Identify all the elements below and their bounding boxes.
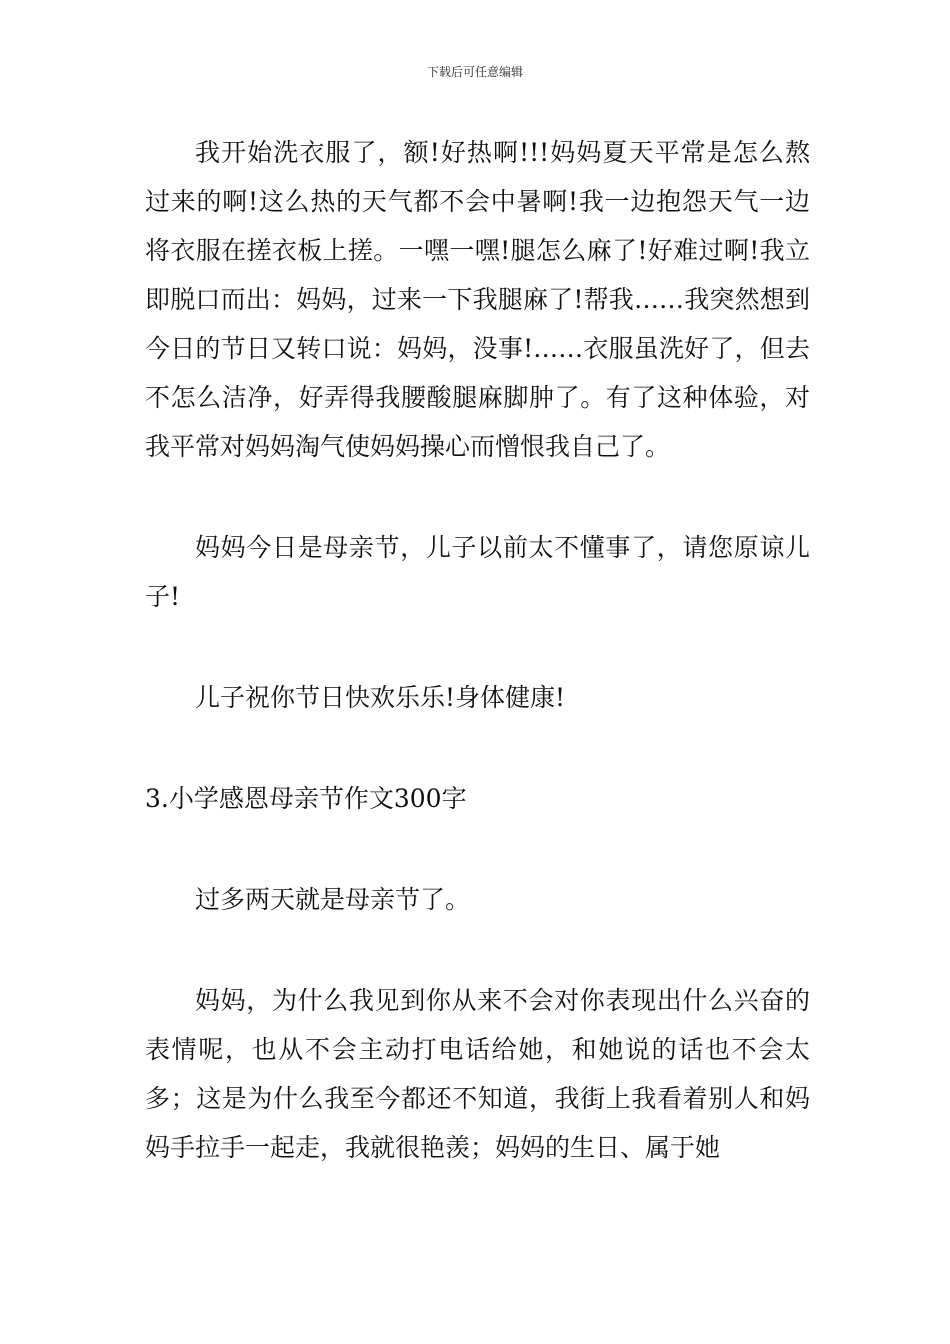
paragraph-wishes: 儿子祝你节日快欢乐乐!身体健康! [195, 683, 566, 712]
paragraph-gap [145, 621, 810, 673]
paragraph-gap [145, 722, 810, 774]
paragraph-gap [145, 823, 810, 875]
paragraph-apology: 妈妈今日是母亲节，儿子以前太不懂事了，请您原谅儿子! [145, 533, 810, 611]
document-body [145, 128, 810, 1172]
paragraph-reflection: 妈妈，为什么我见到你从来不会对你表现出什么兴奋的表情呢，也从不会主动打电话给她，和她说的话也不会太多；这是为什么我至今都还不知道，我街上我看着别人和妈妈手拉手一起走，我就很艳羡；妈妈的生日、属于她 [145, 986, 810, 1162]
paragraph-gap [145, 471, 810, 523]
paragraph-gap [145, 924, 810, 976]
section-heading: 3.小学感恩母亲节作文300字 [145, 784, 467, 813]
paragraph-laundry: 我开始洗衣服了，额!好热啊!!!妈妈夏天平常是怎么熬过来的啊!这么热的天气都不会中暑啊!我一边抱怨天气一边将衣服在搓衣板上搓。一嘿一嘿!腿怎么麻了!好难过啊!我立即脱口而出：妈妈，过来一下我腿麻了!帮我……我突然想到今日的节日又转口说：妈妈，没事!……衣服虽洗好了，但去不怎么洁净，好弄得我腰酸腿麻脚肿了。有了这种体验，对我平常对妈妈淘气使妈妈操心而憎恨我自己了。 [145, 138, 810, 461]
paragraph-intro: 过多两天就是母亲节了。 [195, 885, 471, 914]
page-header: 下载后可任意编辑 [426, 65, 523, 79]
